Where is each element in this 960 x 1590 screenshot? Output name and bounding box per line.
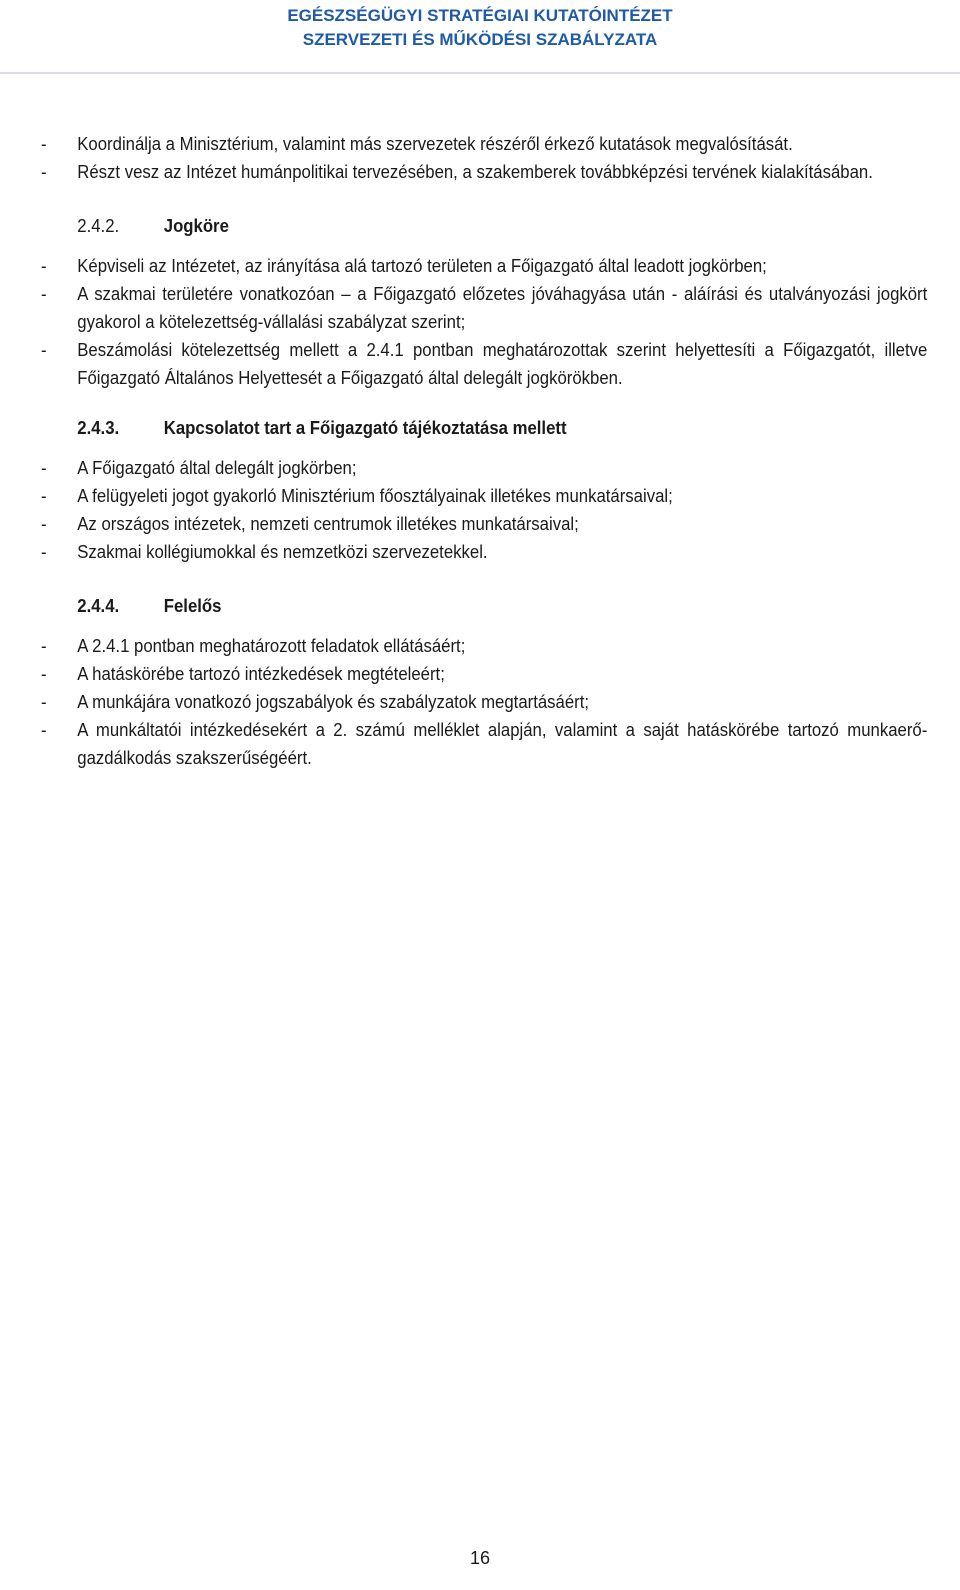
list-item [41,688,927,716]
list-item [41,336,927,392]
dash-bullet: - [41,636,47,656]
dash-bullet: - [41,486,47,506]
list-item-text: Szakmai kollégiumokkal és nemzetközi szervezetekkel. [77,542,488,562]
list-item-text: A 2.4.1 pontban meghatározott feladatok ellátásáért; [77,636,466,656]
section-heading-jogkore [77,212,927,240]
section-title: Felelős [163,596,222,616]
list-item [41,130,927,158]
dash-bullet: - [41,542,47,562]
dash-bullet: - [41,284,47,304]
dash-bullet: - [41,256,47,276]
list-item-text: A Főigazgató által delegált jogkörben; [77,458,357,478]
list-item-text: A szakmai területére vonatkozóan – a Főigazgató előzetes jóváhagyása után - aláírási és utalványozási jogkört gyakorol a kötelezettség-vállalási szabályzat szerint; [77,284,928,332]
section-list-jogkore [41,252,927,392]
list-item [41,158,927,186]
section-title: Jogköre [163,216,229,236]
section-number: 2.4.4. [77,596,120,616]
dash-bullet: - [41,162,47,182]
list-item-text: Az országos intézetek, nemzeti centrumok illetékes munkatársaival; [77,514,579,534]
document-header [0,4,960,52]
list-item [41,454,927,482]
section-heading-felelos [77,592,927,620]
list-item-text: A felügyeleti jogot gyakorló Minisztérium főosztályainak illetékes munkatársaival; [77,486,673,506]
dash-bullet: - [41,340,47,360]
header-institute-name: EGÉSZSÉGÜGYI STRATÉGIAI KUTATÓINTÉZET [287,6,673,25]
list-item [41,482,927,510]
list-item-text: A hatáskörébe tartozó intézkedések megtételeért; [77,664,445,684]
list-item [41,632,927,660]
page-number: 16 [469,1548,491,1568]
list-item [41,538,927,566]
list-item-text: Koordinálja a Minisztérium, valamint más szervezetek részéről érkező kutatások megvalósítását. [77,134,793,154]
list-item [41,280,927,336]
dash-bullet: - [41,134,47,154]
intro-list [41,130,927,186]
dash-bullet: - [41,458,47,478]
list-item-text: A munkájára vonatkozó jogszabályok és szabályzatok megtartásáért; [77,692,590,712]
list-item-text: Beszámolási kötelezettség mellett a 2.4.1 pontban meghatározottak szerint helyettesíti a Főigazgatót, illetve Főigazgató Általános Helyettesét a Főigazgató által delegált jogkörökben. [77,340,928,388]
dash-bullet: - [41,692,47,712]
header-document-title: SZERVEZETI ÉS MŰKÖDÉSI SZABÁLYZATA [302,30,658,49]
section-list-kapcsolatot-tart [41,454,927,566]
section-number: 2.4.3. [77,418,120,438]
section-heading-kapcsolatot-tart [77,414,927,442]
list-item [41,716,927,772]
list-item-text: Képviseli az Intézetet, az irányítása alá tartozó területen a Főigazgató által leadott jogkörben; [77,256,767,276]
dash-bullet: - [41,720,47,740]
dash-bullet: - [41,514,47,534]
section-number: 2.4.2. [77,216,120,236]
section-list-felelos [41,632,927,772]
document-body [41,130,928,772]
section-title: Kapcsolatot tart a Főigazgató tájékoztatása mellett [163,418,567,438]
list-item-text: Részt vesz az Intézet humánpolitikai tervezésében, a szakemberek továbbképzési tervének kialakításában. [77,162,873,182]
list-item [41,660,927,688]
list-item [41,510,927,538]
header-divider [0,72,960,74]
list-item [41,252,927,280]
list-item-text: A munkáltatói intézkedésekért a 2. számú melléklet alapján, valamint a saját hatáskörébe tartozó munkaerő-gazdálkodás szakszerűségéért. [77,720,928,768]
dash-bullet: - [41,664,47,684]
